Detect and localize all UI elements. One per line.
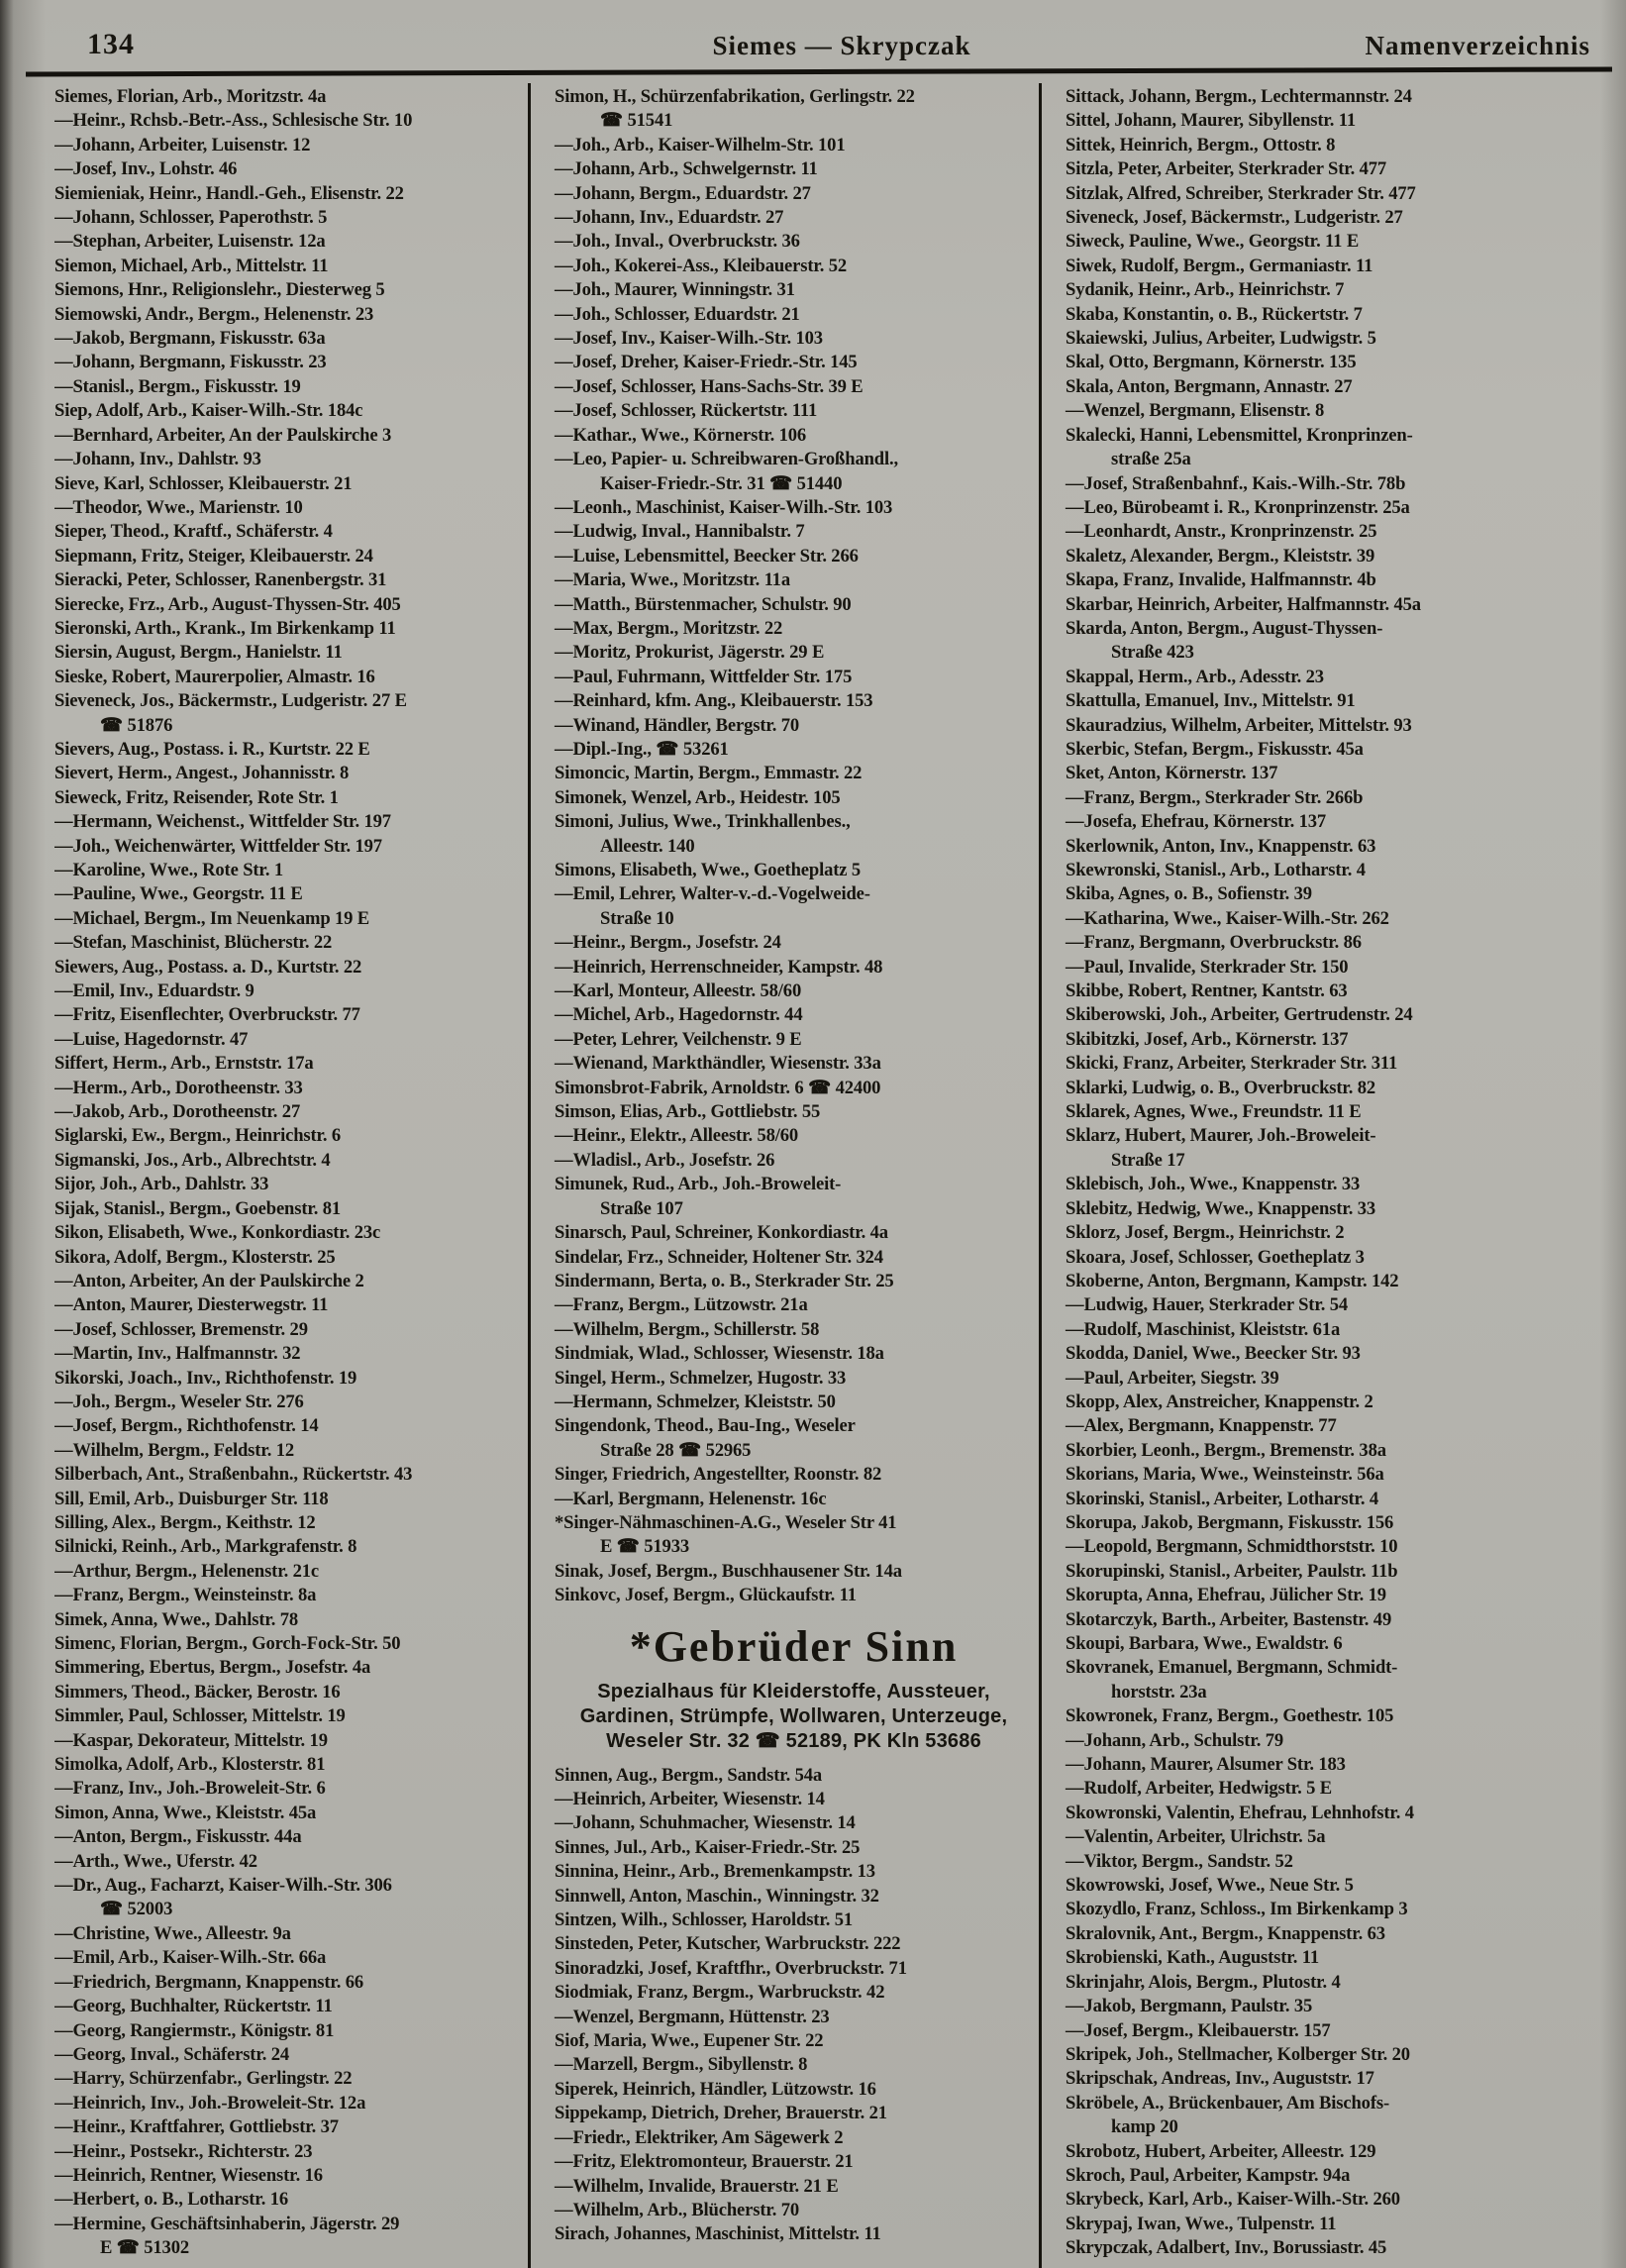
- ad-title: *Gebrüder Sinn: [629, 1621, 959, 1671]
- directory-entry: Skowrowski, Josef, Wwe., Neue Str. 5: [1066, 1875, 1354, 1897]
- directory-entry: —Jakob, Bergmann, Paulstr. 35: [1066, 1996, 1313, 2017]
- directory-entry: Siemes, Florian, Arb., Moritzstr. 4a: [54, 86, 327, 107]
- directory-entry: Skauradzius, Wilhelm, Arbeiter, Mittelstr. 93: [1066, 714, 1412, 736]
- directory-entry: Silnicki, Reinh., Arb., Markgrafenstr. 8: [54, 1536, 357, 1558]
- directory-entry: —Rudolf, Arbeiter, Hedwigstr. 5 E: [1066, 1778, 1332, 1800]
- directory-entry: Skewronski, Stanisl., Arb., Lotharstr. 4: [1066, 860, 1366, 880]
- directory-entry: Siperek, Heinrich, Händler, Lützowstr. 16: [555, 2078, 876, 2100]
- directory-entry: Singendonk, Theod., Bau-Ing., Weseler: [555, 1415, 856, 1437]
- directory-entry: Skappal, Herm., Arb., Adesstr. 23: [1066, 666, 1324, 687]
- directory-entry: —Wilhelm, Bergm., Schillerstr. 58: [555, 1318, 820, 1340]
- directory-entry: —Josef, Schlosser, Hans-Sachs-Str. 39 E: [555, 375, 864, 397]
- directory-entry: Siveneck, Josef, Bäckermstr., Ludgeristr. 27: [1066, 207, 1403, 229]
- directory-entry: —Peter, Lehrer, Veilchenstr. 9 E: [555, 1028, 802, 1050]
- directory-entry: —Pauline, Wwe., Georgstr. 11 E: [54, 883, 303, 905]
- directory-entry: Simson, Elias, Arb., Gottliebstr. 55: [555, 1101, 821, 1123]
- directory-entry: —Marzell, Bergm., Sibyllenstr. 8: [555, 2054, 808, 2076]
- directory-entry: —Reinhard, kfm. Ang., Kleibauerstr. 153: [555, 690, 873, 712]
- directory-entry: Sket, Anton, Körnerstr. 137: [1066, 763, 1278, 784]
- directory-entry: Skorians, Maria, Wwe., Weinsteinstr. 56a: [1066, 1464, 1384, 1486]
- directory-entry: Siof, Maria, Wwe., Eupener Str. 22: [555, 2030, 824, 2052]
- directory-entry: —Jakob, Bergmann, Fiskusstr. 63a: [54, 328, 326, 350]
- directory-entry: —Karl, Bergmann, Helenenstr. 16c: [555, 1488, 827, 1509]
- directory-entry: —Paul, Fuhrmann, Wittfelder Str. 175: [555, 666, 853, 687]
- directory-entry: Sieve, Karl, Schlosser, Kleibauerstr. 21: [54, 472, 353, 494]
- directory-entry: Siep, Adolf, Arb., Kaiser-Wilh.-Str. 184c: [54, 400, 363, 422]
- directory-entry: Skroch, Paul, Arbeiter, Kampstr. 94a: [1066, 2164, 1351, 2186]
- page-header: [87, 18, 1596, 61]
- directory-entry: Skaiewski, Julius, Arbeiter, Ludwigstr. 5: [1066, 328, 1376, 350]
- directory-entry: —Moritz, Prokurist, Jägerstr. 29 E: [555, 642, 825, 664]
- directory-entry: —Josef, Straßenbahnf., Kais.-Wilh.-Str. 78b: [1066, 472, 1406, 494]
- directory-entry: —Wilhelm, Arb., Blücherstr. 70: [555, 2199, 800, 2220]
- directory-entry: —Anton, Maurer, Diesterwegstr. 11: [54, 1294, 329, 1316]
- directory-entry: Skarbar, Heinrich, Arbeiter, Halfmannstr. 45a: [1066, 593, 1421, 615]
- directory-entry: —Paul, Invalide, Sterkrader Str. 150: [1066, 956, 1349, 978]
- directory-entry: —Friedr., Elektriker, Am Sägewerk 2: [555, 2126, 844, 2148]
- directory-entry: Skalecki, Hanni, Lebensmittel, Kronprinzen-: [1066, 424, 1413, 446]
- directory-entry: —Joh., Weichenwärter, Wittfelder Str. 197: [54, 835, 382, 857]
- directory-entry: Skapa, Franz, Invalide, Halfmannstr. 4b: [1066, 569, 1376, 591]
- directory-entry: Simonek, Wenzel, Arb., Heidestr. 105: [555, 786, 841, 808]
- directory-entry: Skoara, Josef, Schlosser, Goetheplatz 3: [1066, 1246, 1365, 1268]
- directory-entry: Siewers, Aug., Postass. a. D., Kurtstr. 22: [54, 956, 362, 978]
- directory-entry: —Johann, Arbeiter, Luisenstr. 12: [54, 134, 311, 155]
- directory-entry: Skorupa, Jakob, Bergmann, Fiskusstr. 156: [1066, 1511, 1394, 1533]
- directory-entry: Simmers, Theod., Bäcker, Berostr. 16: [54, 1681, 341, 1702]
- directory-entry: —Dr., Aug., Facharzt, Kaiser-Wilh.-Str. 306: [54, 1875, 392, 1897]
- directory-entry: Simenc, Florian, Bergm., Gorch-Fock-Str. 50: [54, 1633, 401, 1654]
- directory-entry: Straße 28 ☎ 52965: [600, 1439, 752, 1461]
- directory-entry: Skowronski, Valentin, Ehefrau, Lehnhofstr. 4: [1066, 1802, 1414, 1823]
- directory-entry: Sikorski, Joach., Inv., Richthofenstr. 19: [54, 1367, 357, 1389]
- directory-entry: Skorbier, Leonh., Bergm., Bremenstr. 38a: [1066, 1439, 1386, 1461]
- directory-entry: —Katharina, Wwe., Kaiser-Wilh.-Str. 262: [1066, 907, 1389, 929]
- directory-entry: —Max, Bergm., Moritzstr. 22: [555, 617, 783, 639]
- directory-entry: *Singer-Nähmaschinen-A.G., Weseler Str 41: [555, 1511, 897, 1533]
- directory-entry: —Stefan, Maschinist, Blücherstr. 22: [54, 932, 333, 954]
- directory-entry: Simunek, Rud., Arb., Joh.-Broweleit-: [555, 1174, 842, 1195]
- directory-entry: Skarda, Anton, Bergm., August-Thyssen-: [1066, 617, 1383, 639]
- directory-entry: Siemieniak, Heinr., Handl.-Geh., Elisenstr. 22: [54, 182, 404, 204]
- directory-entry: —Heinr., Kraftfahrer, Gottliebstr. 37: [54, 2116, 339, 2138]
- directory-entry: —Heinr., Elektr., Alleestr. 58/60: [555, 1125, 799, 1147]
- directory-entry: —Leonh., Maschinist, Kaiser-Wilh.-Str. 103: [555, 496, 893, 518]
- directory-entry: —Josef, Bergm., Richthofenstr. 14: [54, 1415, 319, 1437]
- directory-entry: Skibitzki, Josef, Arb., Körnerstr. 137: [1066, 1028, 1349, 1050]
- ad-line: Gardinen, Strümpfe, Wollwaren, Unterzeuge,: [579, 1704, 1008, 1727]
- directory-column-right: [1039, 83, 1610, 2268]
- directory-entry: —Ludwig, Hauer, Sterkrader Str. 54: [1066, 1294, 1349, 1316]
- directory-entry: Skrypczak, Adalbert, Inv., Borussiastr. 45: [1066, 2237, 1387, 2259]
- ad-body: [555, 1680, 1033, 1754]
- directory-entry: —Franz, Bergmann, Overbruckstr. 86: [1066, 932, 1362, 954]
- directory-entry: —Martin, Inv., Halfmannstr. 32: [54, 1343, 301, 1365]
- directory-entry: Sirach, Johannes, Maschinist, Mittelstr. 11: [555, 2223, 881, 2245]
- directory-entry: Sinarsch, Paul, Schreiner, Konkordiastr. 4a: [555, 1222, 888, 1244]
- directory-entry: Sieper, Theod., Kraftf., Schäferstr. 4: [54, 521, 333, 543]
- directory-entry: —Wilhelm, Bergm., Feldstr. 12: [54, 1439, 294, 1461]
- directory-entry: Siweck, Pauline, Wwe., Georgstr. 11 E: [1066, 231, 1360, 253]
- directory-column-left: [54, 83, 528, 2268]
- directory-entry: —Heinrich, Arbeiter, Wiesenstr. 14: [555, 1789, 825, 1809]
- directory-entry: Skozydlo, Franz, Schloss., Im Birkenkamp 3: [1066, 1899, 1408, 1920]
- directory-entry: Skorinski, Stanisl., Arbeiter, Lotharstr. 4: [1066, 1488, 1379, 1509]
- directory-entry: Sikon, Elisabeth, Wwe., Konkordiastr. 23c: [54, 1222, 381, 1244]
- directory-entry: Skodda, Daniel, Wwe., Beecker Str. 93: [1066, 1343, 1361, 1365]
- directory-entry: Skala, Anton, Bergmann, Annastr. 27: [1066, 375, 1353, 397]
- directory-entry: —Karoline, Wwe., Rote Str. 1: [54, 860, 283, 880]
- directory-entry: Sinak, Josef, Bergm., Buschhausener Str. 14a: [555, 1560, 902, 1582]
- directory-entry: —Franz, Bergm., Weinsteinstr. 8a: [54, 1585, 317, 1606]
- directory-entry: Sigmanski, Jos., Arb., Albrechtstr. 4: [54, 1149, 331, 1171]
- directory-entry: —Theodor, Wwe., Marienstr. 10: [54, 496, 303, 518]
- directory-entry: ☎ 51541: [600, 110, 673, 132]
- directory-entry: Siepmann, Fritz, Steiger, Kleibauerstr. 24: [54, 545, 373, 567]
- ad-line: Weseler Str. 32 ☎ 52189, PK Kln 53686: [606, 1729, 981, 1752]
- directory-entry: —Josef, Inv., Lohstr. 46: [54, 158, 238, 180]
- directory-entry: —Michel, Arb., Hagedornstr. 44: [555, 1004, 803, 1026]
- directory-entry: Siglarski, Ew., Bergm., Heinrichstr. 6: [54, 1125, 342, 1147]
- directory-entry: Simmering, Ebertus, Bergm., Josefstr. 4a: [54, 1657, 371, 1679]
- ad-line: Spezialhaus für Kleiderstoffe, Aussteuer,: [597, 1680, 990, 1702]
- directory-entry: —Anton, Bergm., Fiskusstr. 44a: [54, 1826, 302, 1848]
- directory-entry: —Joh., Maurer, Winningstr. 31: [555, 279, 795, 301]
- directory-entry: Siffert, Herm., Arb., Ernststr. 17a: [54, 1053, 314, 1075]
- directory-entry: —Leonhardt, Anstr., Kronprinzenstr. 25: [1066, 521, 1377, 543]
- directory-entry: —Heinrich, Rentner, Wiesenstr. 16: [54, 2164, 323, 2186]
- directory-entry: —Leo, Papier- u. Schreibwaren-Großhandl.,: [555, 449, 898, 470]
- directory-entry: —Wenzel, Bergmann, Elisenstr. 8: [1066, 400, 1325, 422]
- directory-entry: —Herm., Arb., Dorotheenstr. 33: [54, 1077, 303, 1098]
- directory-entry: Skralovnik, Ant., Bergm., Knappenstr. 63: [1066, 1922, 1385, 1944]
- directory-entry: —Heinrich, Herrenschneider, Kampstr. 48: [555, 956, 883, 978]
- directory-entry: —Winand, Händler, Bergstr. 70: [555, 714, 800, 736]
- directory-entry: —Johann, Arb., Schwelgernstr. 11: [555, 158, 818, 180]
- directory-entry: —Heinr., Bergm., Josefstr. 24: [555, 932, 781, 954]
- directory-entry: —Rudolf, Maschinist, Kleiststr. 61a: [1066, 1318, 1341, 1340]
- directory-entry: Straße 423: [1111, 642, 1194, 664]
- directory-entry: Skiba, Agnes, o. B., Sofienstr. 39: [1066, 883, 1312, 905]
- directory-entry: —Stanisl., Bergm., Fiskusstr. 19: [54, 375, 301, 397]
- directory-entry: Sklarz, Hubert, Maurer, Joh.-Broweleit-: [1066, 1125, 1376, 1147]
- directory-entry: —Emil, Arb., Kaiser-Wilh.-Str. 66a: [54, 1947, 327, 1969]
- directory-entry: —Arthur, Bergm., Helenenstr. 21c: [54, 1560, 320, 1582]
- directory-entry: Singer, Friedrich, Angestellter, Roonstr. 82: [555, 1464, 882, 1486]
- directory-entry: Sill, Emil, Arb., Duisburger Str. 118: [54, 1488, 329, 1509]
- directory-entry: —Josef, Bergm., Kleibauerstr. 157: [1066, 2019, 1331, 2041]
- directory-entry: Sieronski, Arth., Krank., Im Birkenkamp 11: [54, 617, 396, 639]
- directory-entry: —Emil, Inv., Eduardstr. 9: [54, 980, 254, 1002]
- directory-entry: —Georg, Buchhalter, Rückertstr. 11: [54, 1996, 333, 2017]
- header-rule: [26, 66, 1612, 76]
- directory-entry: Skal, Otto, Bergmann, Körnerstr. 135: [1066, 352, 1357, 373]
- directory-entry: Silling, Alex., Bergm., Keithstr. 12: [54, 1511, 316, 1533]
- directory-entry: —Heinr., Postsekr., Richterstr. 23: [54, 2140, 313, 2162]
- directory-entry: Sinoradzki, Josef, Kraftfhr., Overbruckstr. 71: [555, 1957, 907, 1979]
- directory-entry: E ☎ 51302: [100, 2237, 189, 2259]
- directory-entry: Straße 10: [600, 907, 674, 929]
- directory-entry: Sierecke, Frz., Arb., August-Thyssen-Str. 405: [54, 593, 401, 615]
- directory-entry: Silberbach, Ant., Straßenbahn., Rückertstr. 43: [54, 1464, 413, 1486]
- directory-entry: E ☎ 51933: [600, 1536, 689, 1558]
- directory-entry: —Josef, Schlosser, Rückertstr. 111: [555, 400, 818, 422]
- directory-entry: Alleestr. 140: [600, 835, 695, 857]
- directory-entry: Straße 17: [1111, 1149, 1185, 1171]
- directory-entry: —Viktor, Bergm., Sandstr. 52: [1066, 1850, 1293, 1872]
- directory-entry: —Maria, Wwe., Moritzstr. 11a: [555, 569, 790, 591]
- directory-entry: —Leo, Bürobeamt i. R., Kronprinzenstr. 25a: [1066, 496, 1410, 518]
- directory-entry: Siemowski, Andr., Bergm., Helenenstr. 23: [54, 303, 374, 325]
- directory-entry: Simon, H., Schürzenfabrikation, Gerlingstr. 22: [555, 86, 915, 107]
- directory-entry: —Joh., Arb., Kaiser-Wilhelm-Str. 101: [555, 134, 846, 155]
- gebrueder-sinn-ad: [555, 1622, 1033, 1754]
- directory-entry: —Johann, Bergm., Eduardstr. 27: [555, 182, 811, 204]
- directory-entry: —Kathar., Wwe., Körnerstr. 106: [555, 424, 807, 446]
- directory-entry: Siwek, Rudolf, Bergm., Germaniastr. 11: [1066, 255, 1373, 276]
- running-title: Siemes — Skrypczak: [712, 31, 971, 60]
- directory-entry: Sievert, Herm., Angest., Johannisstr. 8: [54, 763, 350, 784]
- directory-entry: kamp 20: [1111, 2116, 1178, 2138]
- directory-entry: Sijor, Joh., Arb., Dahlstr. 33: [54, 1174, 269, 1195]
- directory-entry: Sieske, Robert, Maurerpolier, Almastr. 16: [54, 666, 375, 687]
- directory-entry: Simek, Anna, Wwe., Dahlstr. 78: [54, 1608, 299, 1630]
- directory-entry: horststr. 23a: [1111, 1681, 1207, 1702]
- directory-entry: Siodmiak, Franz, Bergm., Warbruckstr. 42: [555, 1982, 885, 2004]
- directory-entry: —Ludwig, Inval., Hannibalstr. 7: [555, 521, 805, 543]
- directory-entry: —Franz, Bergm., Lützowstr. 21a: [555, 1294, 808, 1316]
- directory-entry: Skrobotz, Hubert, Arbeiter, Alleestr. 129: [1066, 2140, 1376, 2162]
- directory-entry: —Karl, Monteur, Alleestr. 58/60: [555, 980, 802, 1002]
- directory-entry: —Joh., Bergm., Weseler Str. 276: [54, 1391, 304, 1412]
- directory-entry: —Paul, Arbeiter, Siegstr. 39: [1066, 1367, 1279, 1389]
- directory-entry: Simon, Anna, Wwe., Kleiststr. 45a: [54, 1802, 317, 1823]
- directory-entry: Sydanik, Heinr., Arb., Heinrichstr. 7: [1066, 279, 1345, 301]
- directory-entry: —Heinr., Rchsb.-Betr.-Ass., Schlesische Str. 10: [54, 110, 413, 132]
- directory-entry: —Jakob, Arb., Dorotheenstr. 27: [54, 1101, 301, 1123]
- directory-entry: Sieveneck, Jos., Bäckermstr., Ludgeristr. 27 E: [54, 690, 407, 712]
- page-number: 134: [87, 28, 135, 60]
- directory-entry: Sklebitz, Hedwig, Wwe., Knappenstr. 33: [1066, 1197, 1376, 1219]
- directory-entry: Sikora, Adolf, Bergm., Klosterstr. 25: [54, 1246, 336, 1268]
- directory-entry: Siersin, August, Bergm., Hanielstr. 11: [54, 642, 343, 664]
- directory-entry: Simolka, Adolf, Arb., Klosterstr. 81: [54, 1754, 326, 1776]
- directory-entry: ☎ 51876: [100, 714, 173, 736]
- directory-entry: —Josef, Dreher, Kaiser-Friedr.-Str. 145: [555, 352, 858, 373]
- directory-entry: Skorupta, Anna, Ehefrau, Jülicher Str. 19: [1066, 1585, 1386, 1606]
- directory-entry: Sittack, Johann, Bergm., Lechtermannstr. 24: [1066, 86, 1412, 107]
- directory-entry: Sinnen, Aug., Bergm., Sandstr. 54a: [555, 1764, 823, 1786]
- directory-column-middle: [528, 83, 1039, 2268]
- directory-entry: —Christine, Wwe., Alleestr. 9a: [54, 1922, 291, 1944]
- directory-entry: Sklebisch, Joh., Wwe., Knappenstr. 33: [1066, 1174, 1361, 1195]
- section-title: Namenverzeichnis: [1365, 31, 1590, 60]
- directory-entry: Sindelar, Frz., Schneider, Holtener Str. 324: [555, 1246, 883, 1268]
- directory-entry: Skaba, Konstantin, o. B., Rückertstr. 7: [1066, 303, 1363, 325]
- directory-entry: Sinnina, Heinr., Arb., Bremenkampstr. 13: [555, 1861, 875, 1883]
- directory-columns: [54, 83, 1610, 2268]
- directory-entry: —Harry, Schürzenfabr., Gerlingstr. 22: [54, 2068, 353, 2090]
- directory-entry: —Alex, Bergmann, Knappenstr. 77: [1066, 1415, 1337, 1437]
- directory-entry: —Valentin, Arbeiter, Ulrichstr. 5a: [1066, 1826, 1326, 1848]
- directory-entry: Sippekamp, Dietrich, Dreher, Brauerstr. 21: [555, 2103, 887, 2124]
- directory-entry: Skattulla, Emanuel, Inv., Mittelstr. 91: [1066, 690, 1356, 712]
- directory-entry: —Luise, Lebensmittel, Beecker Str. 266: [555, 545, 859, 567]
- directory-entry: Skotarczyk, Barth., Arbeiter, Bastenstr. 49: [1066, 1608, 1392, 1630]
- directory-entry: —Joh., Inval., Overbruckstr. 36: [555, 231, 800, 253]
- directory-entry: Skibbe, Robert, Rentner, Kantstr. 63: [1066, 980, 1348, 1002]
- directory-entry: —Emil, Lehrer, Walter-v.-d.-Vogelweide-: [555, 883, 870, 905]
- directory-entry: Skripschak, Andreas, Inv., Auguststr. 17: [1066, 2068, 1374, 2090]
- directory-entry: ☎ 52003: [100, 1899, 173, 1920]
- directory-entry: Skrobienski, Kath., Auguststr. 11: [1066, 1947, 1319, 1969]
- directory-entry: —Josef, Inv., Kaiser-Wilh.-Str. 103: [555, 328, 823, 350]
- directory-entry: Siemons, Hnr., Religionslehr., Diesterweg 5: [54, 279, 385, 301]
- directory-entry: —Michael, Bergm., Im Neuenkamp 19 E: [54, 907, 370, 929]
- directory-entry: Skorupinski, Stanisl., Arbeiter, Paulstr. 11b: [1066, 1560, 1398, 1582]
- directory-entry: Sklorz, Josef, Bergm., Heinrichstr. 2: [1066, 1222, 1345, 1244]
- directory-entry: Sittel, Johann, Maurer, Sibyllenstr. 11: [1066, 110, 1357, 132]
- directory-entry: Sinnes, Jul., Arb., Kaiser-Friedr.-Str. 25: [555, 1836, 861, 1858]
- directory-entry: straße 25a: [1111, 449, 1191, 470]
- directory-entry: Sievers, Aug., Postass. i. R., Kurtstr. 22 E: [54, 738, 370, 760]
- directory-entry: —Franz, Inv., Joh.-Broweleit-Str. 6: [54, 1778, 326, 1800]
- directory-entry: —Hermine, Geschäftsinhaberin, Jägerstr. 29: [54, 2213, 400, 2234]
- directory-entry: Skrinjahr, Alois, Bergm., Plutostr. 4: [1066, 1971, 1341, 1993]
- directory-entry: —Matth., Bürstenmacher, Schulstr. 90: [555, 593, 852, 615]
- directory-entry: Sijak, Stanisl., Bergm., Goebenstr. 81: [54, 1197, 342, 1219]
- directory-entry: —Johann, Inv., Eduardstr. 27: [555, 207, 784, 229]
- directory-entry: Skerbic, Stefan, Bergm., Fiskusstr. 45a: [1066, 738, 1364, 760]
- directory-entry: —Joh., Schlosser, Eduardstr. 21: [555, 303, 800, 325]
- directory-entry: —Wladisl., Arb., Josefstr. 26: [555, 1149, 775, 1171]
- directory-entry: Sindmiak, Wlad., Schlosser, Wiesenstr. 18a: [555, 1343, 884, 1365]
- directory-entry: Skerlownik, Anton, Inv., Knappenstr. 63: [1066, 835, 1376, 857]
- directory-entry: —Hermann, Schmelzer, Kleiststr. 50: [555, 1391, 836, 1412]
- directory-entry: —Wienand, Markthändler, Wiesenstr. 33a: [555, 1053, 881, 1075]
- directory-entry: Skopp, Alex, Anstreicher, Knappenstr. 2: [1066, 1391, 1373, 1412]
- directory-entry: —Fritz, Elektromonteur, Brauerstr. 21: [555, 2151, 854, 2173]
- directory-entry: Simons, Elisabeth, Wwe., Goetheplatz 5: [555, 860, 862, 880]
- directory-entry: —Johann, Schuhmacher, Wiesenstr. 14: [555, 1812, 856, 1834]
- directory-entry: —Friedrich, Bergmann, Knappenstr. 66: [54, 1971, 364, 1993]
- directory-entry: Sklarek, Agnes, Wwe., Freundstr. 11 E: [1066, 1101, 1362, 1123]
- directory-entry: —Wenzel, Bergmann, Hüttenstr. 23: [555, 2006, 830, 2027]
- directory-entry: —Franz, Bergm., Sterkrader Str. 266b: [1066, 786, 1364, 808]
- directory-entry: —Wilhelm, Invalide, Brauerstr. 21 E: [555, 2175, 839, 2197]
- directory-entry: Sittek, Heinrich, Bergm., Ottostr. 8: [1066, 134, 1336, 155]
- directory-entry: —Heinrich, Inv., Joh.-Broweleit-Str. 12a: [54, 2092, 366, 2113]
- directory-entry: Sindermann, Berta, o. B., Sterkrader Str. 25: [555, 1270, 894, 1291]
- directory-entry: Singel, Herm., Schmelzer, Hugostr. 33: [555, 1367, 847, 1389]
- directory-entry: —Josefa, Ehefrau, Körnerstr. 137: [1066, 811, 1327, 833]
- directory-entry: —Kaspar, Dekorateur, Mittelstr. 19: [54, 1729, 328, 1751]
- directory-entry: Sieracki, Peter, Schlosser, Ranenbergstr. 31: [54, 569, 387, 591]
- directory-entry: Sklarki, Ludwig, o. B., Overbruckstr. 82: [1066, 1077, 1376, 1098]
- directory-entry: —Johann, Schlosser, Paperothstr. 5: [54, 207, 328, 229]
- directory-entry: Simmler, Paul, Schlosser, Mittelstr. 19: [54, 1705, 346, 1727]
- directory-entry: —Johann, Maurer, Alsumer Str. 183: [1066, 1754, 1346, 1776]
- directory-entry: Siemon, Michael, Arb., Mittelstr. 11: [54, 255, 329, 276]
- directory-entry: Skiberowski, Joh., Arbeiter, Gertrudenstr. 24: [1066, 1004, 1413, 1026]
- directory-entry: Skicki, Franz, Arbeiter, Sterkrader Str. 311: [1066, 1053, 1398, 1075]
- directory-entry: Simoncic, Martin, Bergm., Emmastr. 22: [555, 763, 863, 784]
- directory-entry: Kaiser-Friedr.-Str. 31 ☎ 51440: [600, 472, 843, 494]
- directory-entry: —Josef, Schlosser, Bremenstr. 29: [54, 1318, 308, 1340]
- directory-entry: —Johann, Inv., Dahlstr. 93: [54, 449, 261, 470]
- directory-entry: Sintzen, Wilh., Schlosser, Haroldstr. 51: [555, 1909, 854, 1931]
- directory-entry: Skrypaj, Iwan, Wwe., Tulpenstr. 11: [1066, 2213, 1337, 2234]
- directory-entry: —Bernhard, Arbeiter, An der Paulskirche 3: [54, 424, 392, 446]
- directory-entry: —Leopold, Bergmann, Schmidthorststr. 10: [1066, 1536, 1398, 1558]
- directory-entry: Simonsbrot-Fabrik, Arnoldstr. 6 ☎ 42400: [555, 1077, 881, 1098]
- directory-entry: Skovranek, Emanuel, Bergmann, Schmidt-: [1066, 1657, 1398, 1679]
- directory-entry: Sinkovc, Josef, Bergm., Glückaufstr. 11: [555, 1585, 857, 1606]
- directory-entry: Sitzlak, Alfred, Schreiber, Sterkrader Str. 477: [1066, 182, 1416, 204]
- directory-entry: Simoni, Julius, Wwe., Trinkhallenbes.,: [555, 811, 851, 833]
- directory-entry: Sieweck, Fritz, Reisender, Rote Str. 1: [54, 786, 339, 808]
- directory-entry: —Anton, Arbeiter, An der Paulskirche 2: [54, 1270, 364, 1291]
- directory-entry: —Luise, Hagedornstr. 47: [54, 1028, 249, 1050]
- directory-entry: —Fritz, Eisenflechter, Overbruckstr. 77: [54, 1004, 360, 1026]
- directory-entry: —Hermann, Weichenst., Wittfelder Str. 197: [54, 811, 391, 833]
- directory-entry: Skrybeck, Karl, Arb., Kaiser-Wilh.-Str. 260: [1066, 2189, 1400, 2211]
- directory-entry: Skowronek, Franz, Bergm., Goethestr. 105: [1066, 1705, 1394, 1727]
- directory-entry: Skoupi, Barbara, Wwe., Ewaldstr. 6: [1066, 1633, 1343, 1654]
- directory-entry: —Stephan, Arbeiter, Luisenstr. 12a: [54, 231, 326, 253]
- directory-entry: Sitzla, Peter, Arbeiter, Sterkrader Str. 477: [1066, 158, 1387, 180]
- directory-entry: Skoberne, Anton, Bergmann, Kampstr. 142: [1066, 1270, 1399, 1291]
- directory-entry: —Arth., Wwe., Uferstr. 42: [54, 1850, 257, 1872]
- directory-entry: Sinnwell, Anton, Maschin., Winningstr. 32: [555, 1885, 879, 1907]
- directory-entry: Skröbele, A., Brückenbauer, Am Bischofs-: [1066, 2092, 1389, 2113]
- directory-entry: —Herbert, o. B., Lotharstr. 16: [54, 2189, 288, 2211]
- directory-entry: —Joh., Kokerei-Ass., Kleibauerstr. 52: [555, 255, 848, 276]
- directory-entry: Skaletz, Alexander, Bergm., Kleiststr. 39: [1066, 545, 1375, 567]
- directory-entry: Sinsteden, Peter, Kutscher, Warbruckstr. 222: [555, 1933, 901, 1955]
- directory-entry: Straße 107: [600, 1197, 683, 1219]
- directory-entry: —Georg, Rangiermstr., Königstr. 81: [54, 2019, 335, 2041]
- directory-entry: —Johann, Arb., Schulstr. 79: [1066, 1729, 1284, 1751]
- directory-entry: —Dipl.-Ing., ☎ 53261: [555, 738, 729, 760]
- directory-entry: —Johann, Bergmann, Fiskusstr. 23: [54, 352, 327, 373]
- directory-entry: —Georg, Inval., Schäferstr. 24: [54, 2043, 290, 2065]
- directory-entry: Skripek, Joh., Stellmacher, Kolberger Str. 20: [1066, 2043, 1410, 2065]
